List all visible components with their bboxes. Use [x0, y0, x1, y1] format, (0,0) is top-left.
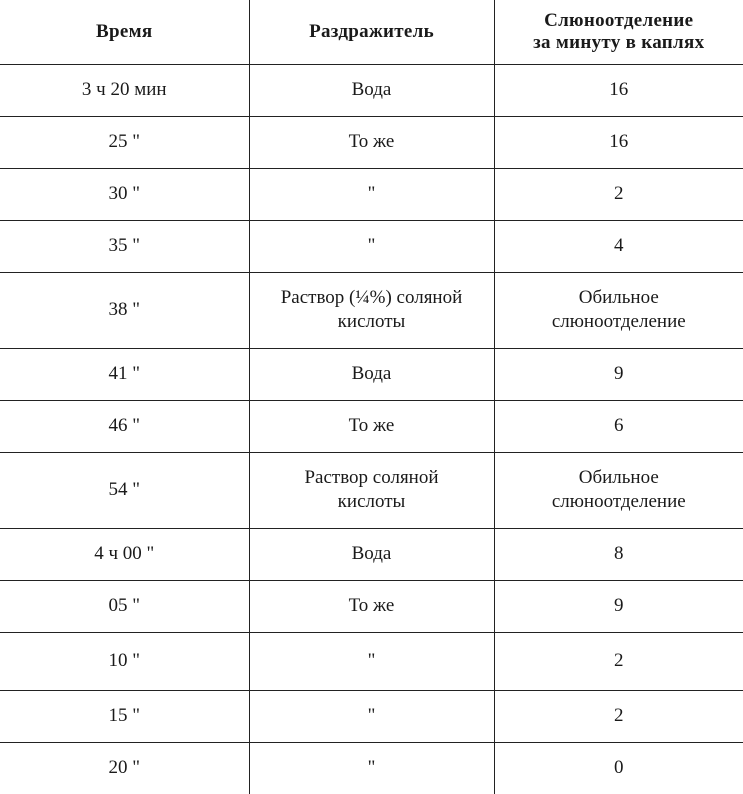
header-time: Время — [0, 0, 249, 64]
cell-stimulus — [249, 452, 494, 528]
cell-salivation — [494, 452, 743, 528]
table-row — [0, 632, 743, 690]
cell-time: 3 ч 20 мин — [0, 64, 249, 116]
cell-salivation — [494, 690, 743, 742]
cell-time: 10 " — [0, 632, 249, 690]
cell-salivation-line1: 16 — [609, 79, 629, 100]
header-salivation — [494, 0, 743, 64]
cell-stimulus-line1: Вода — [351, 363, 392, 384]
cell-stimulus-line1: Вода — [351, 543, 392, 564]
cell-stimulus-line1: То же — [348, 595, 395, 616]
cell-time: 20 " — [0, 742, 249, 794]
cell-salivation — [494, 580, 743, 632]
cell-stimulus — [249, 220, 494, 272]
cell-salivation-line1: 2 — [614, 183, 624, 204]
cell-salivation-line1: 6 — [614, 415, 624, 436]
cell-stimulus — [249, 348, 494, 400]
cell-stimulus-line2: кислоты — [337, 491, 406, 512]
cell-stimulus-line1: " — [367, 235, 376, 256]
cell-salivation-line1: 16 — [609, 131, 629, 152]
cell-stimulus-line1: " — [367, 650, 376, 671]
cell-stimulus-line2: кислоты — [337, 311, 406, 332]
cell-stimulus — [249, 64, 494, 116]
table-row — [0, 64, 743, 116]
cell-time: 15 " — [0, 690, 249, 742]
table-row — [0, 348, 743, 400]
cell-time: 4 ч 00 " — [0, 528, 249, 580]
cell-stimulus-line1: То же — [348, 131, 395, 152]
cell-stimulus — [249, 116, 494, 168]
cell-salivation — [494, 64, 743, 116]
cell-salivation-line2: слюноотделение — [551, 311, 686, 332]
table-row — [0, 400, 743, 452]
header-salivation-line1: Слюноотделение — [544, 9, 694, 31]
cell-stimulus-line1: " — [367, 757, 376, 779]
table-row — [0, 452, 743, 528]
cell-stimulus-line1: Вода — [351, 79, 392, 100]
cell-salivation-line1: 9 — [614, 595, 624, 616]
cell-stimulus — [249, 528, 494, 580]
cell-stimulus — [249, 580, 494, 632]
cell-salivation-line1: Обильное — [578, 467, 659, 488]
cell-salivation — [494, 400, 743, 452]
cell-time: 46 " — [0, 400, 249, 452]
table-header-row — [0, 0, 743, 64]
cell-stimulus — [249, 272, 494, 348]
cell-time: 54 " — [0, 452, 249, 528]
cell-stimulus-line1: " — [367, 705, 376, 726]
cell-salivation — [494, 220, 743, 272]
table-row — [0, 528, 743, 580]
cell-salivation — [494, 348, 743, 400]
cell-stimulus — [249, 400, 494, 452]
table-row — [0, 690, 743, 742]
table-row — [0, 116, 743, 168]
header-stimulus: Раздражитель — [249, 0, 494, 64]
cell-stimulus-line1: Раствор соляной — [304, 467, 439, 488]
cell-time: 35 " — [0, 220, 249, 272]
cell-salivation — [494, 528, 743, 580]
cell-salivation-line1: Обильное — [578, 287, 659, 308]
cell-salivation — [494, 272, 743, 348]
cell-time: 41 " — [0, 348, 249, 400]
cell-salivation-line1: 4 — [614, 235, 624, 256]
cell-time: 38 " — [0, 272, 249, 348]
table-row — [0, 742, 743, 794]
cell-salivation-line1: 0 — [614, 757, 624, 779]
cell-stimulus — [249, 690, 494, 742]
table-row — [0, 580, 743, 632]
table-row — [0, 220, 743, 272]
cell-salivation-line1: 8 — [614, 543, 624, 564]
cell-salivation-line2: слюноотделение — [551, 491, 686, 512]
cell-salivation — [494, 632, 743, 690]
cell-salivation-line1: 9 — [614, 363, 624, 384]
cell-salivation — [494, 742, 743, 794]
cell-stimulus — [249, 742, 494, 794]
table-row — [0, 272, 743, 348]
cell-salivation — [494, 116, 743, 168]
header-salivation-line2: за минуту в каплях — [533, 31, 705, 53]
cell-time: 05 " — [0, 580, 249, 632]
cell-salivation — [494, 168, 743, 220]
cell-time: 30 " — [0, 168, 249, 220]
cell-stimulus — [249, 168, 494, 220]
cell-stimulus-line1: То же — [348, 415, 395, 436]
cell-stimulus-line1: Раствор (¼%) соляной — [280, 287, 463, 308]
cell-salivation-line1: 2 — [614, 705, 624, 726]
table-row — [0, 168, 743, 220]
cell-salivation-line1: 2 — [614, 650, 624, 671]
cell-stimulus — [249, 632, 494, 690]
cell-stimulus-line1: " — [367, 183, 376, 204]
cell-time: 25 " — [0, 116, 249, 168]
